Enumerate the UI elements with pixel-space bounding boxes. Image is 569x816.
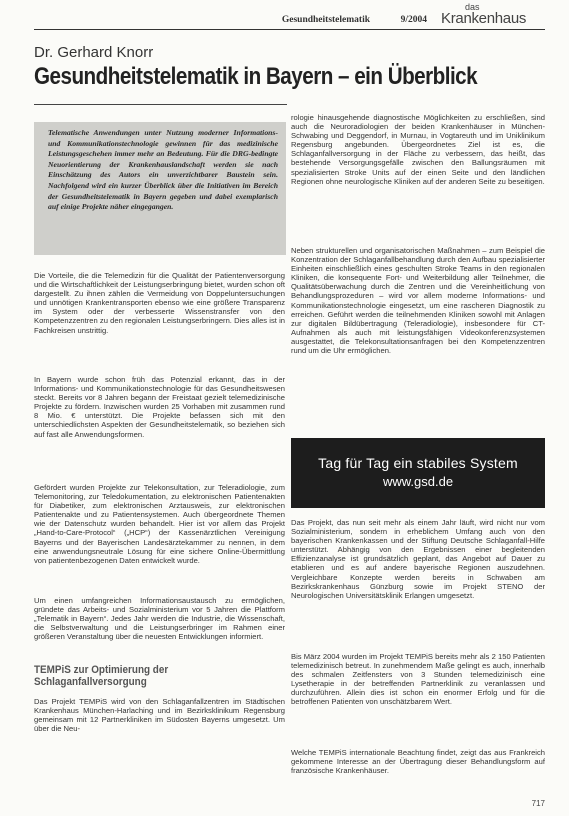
journal-logo: [441, 2, 545, 28]
header-issue-number: 9/2004: [400, 15, 427, 25]
article-title: Gesundheitstelematik in Bayern – ein Überblick: [34, 63, 478, 90]
body-paragraph-7: Neben strukturellen und organisatorischen Maßnahmen – zum Beispiel die Konzentration der Schlaganfallbehandlung durch den Aufbau spezialisierter Einheiten einschließlich eines geschulten Stroke Teams in den regionalen Kliniken, die konsequente Fort- und Weiterbildung aller Teilnehmer, die Qualitätsüberwachung durch die Zentren und die Vereinheitlichung von Behandlungsprozeduren – wird vor allem moderne Informations- und Kommunikationstechnologie eingesetzt, um eine rascheren Diagnostik zu erreichen. Geführt werden die teilnehmenden Kliniken sowohl mit Anlagen zur digitalen Bildübertragung (Teleradiologie), insbesondere für CT-Aufnahmen als auch mit leistungsfähigen Videokonferenzsystemen ausgestattet, die Telekonsultationsanfragen bei den Kompetenzzentren rund um die Uhr ermöglichen.: [291, 246, 545, 356]
body-paragraph-1: Die Vorteile, die die Telemedizin für die Qualität der Patientenversorgung und die Wirtschaftlichkeit der Leistungserbringung bietet, wurden schon oft dargestellt. Zu ihnen zählen die Vermeidung von Doppeluntersuchungen und unnötigen Krankentransporten ebenso wie eine größere Transparenz im System oder der verbesserte Wissenstransfer von den Kompetenzzentren zu den regionalen Leistungserbringern. Dies alles ist in Fachkreisen unstrittig.: [34, 271, 285, 335]
header-divider: [34, 29, 545, 30]
logo-das: das: [465, 2, 480, 12]
abstract-text: Telematische Anwendungen unter Nutzung moderner Informations- und Kommunikationstechnologie gewinnen für das medizinische Leistungsgeschehen immer mehr an Bedeutung. Für die DRG-bedingte Neuorientierung der Krankenhauslandschaft werden sie nach Einschätzung des Autors ein unverzichtbarer Baustein sein. Nachfolgend wird ein kurzer Überblick über die Initiativen im Bereich der Gesundheitstelematik in Bayern gegeben und dabei exemplarisch auf einige Projekte näher eingegangen.: [48, 128, 278, 212]
ad-url: www.gsd.de: [382, 474, 454, 489]
section-heading: TEMPiS zur Optimierung der Schlaganfallversorgung: [34, 664, 169, 688]
logo-krankenhaus: Krankenhaus: [441, 10, 527, 27]
advertisement-banner[interactable]: [291, 438, 545, 508]
abstract-box: [34, 122, 286, 255]
body-paragraph-4: Um einen umfangreichen Informationsaustausch zu ermöglichen, gründete das Arbeits- und Sozialministerium vor 5 Jahren die Plattform „Telematik in Bayern“. Jedes Jahr werden die Industrie, die Wissenschaft, die Selbstverwaltung und die Leistungserbringer im Rahmen einer größeren Veranstaltung über die neuesten Entwicklungen informiert.: [34, 596, 285, 642]
body-paragraph-8: Das Projekt, das nun seit mehr als einem Jahr läuft, wird nicht nur vom Sozialministerium, sondern in erheblichem Umfang auch von den bayerischen Krankenkassen und der Stiftung Deutsche Schlaganfall-Hilfe unterstützt. Abhängig von den Ergebnissen einer begleitenden Effizienzanalyse ist grundsätzlich geplant, das Angebot auf Dauer zu etablieren und es auf andere bayerische Regionen auszudehnen. Vergleichbare Konzepte werden bereits in Schwaben am Bezirkskrankenhaus Günzburg sowie im Projekt STENO der Neurologischen Universitätsklinik Erlangen umgesetzt.: [291, 518, 545, 600]
title-divider: [34, 104, 287, 105]
ad-slogan: Tag für Tag ein stabiles System: [318, 455, 518, 471]
header-section-title: Gesundheitstelematik: [281, 15, 370, 25]
body-paragraph-10: Welche TEMPiS internationale Beachtung findet, zeigt das aus Frankreich gekommene Interesse an der Übertragung dieser Behandlungsform auf französische Krankenhäuser.: [291, 748, 545, 776]
body-paragraph-9: Bis März 2004 wurden im Projekt TEMPiS bereits mehr als 2 150 Patienten telemedizinisch betreut. In zunehmendem Maße gelingt es auch, innerhalb des schmalen Zeitfensters von 3 Stunden telemedizinisch eine Lysetherapie in der betreffenden Partnerklinik zu veranlassen und durchzuführen. Allein dies ist schon ein enormer Erfolg und für die betroffenen Patienten von unschätzbarem Wert.: [291, 652, 545, 707]
article-author: Dr. Gerhard Knorr: [34, 44, 154, 61]
body-paragraph-5: Das Projekt TEMPiS wird von den Schlaganfallzentren im Städtischen Krankenhaus München-Harlaching und im Bezirksklinikum Regensburg gemeinsam mit 12 Partnerkliniken im Südosten Bayerns umgesetzt. Um über die Neu-: [34, 697, 285, 734]
body-paragraph-6: rologie hinausgehende diagnostische Möglichkeiten zu erschließen, sind auch die Neuroradiologien der beiden Krankenhäuser in München-Schwabing und Deggendorf, in Murnau, in Vogtareuth und im Uniklinikum Regensburg angebunden. Übergeordnetes Ziel ist es, die Schlaganfallversorgung in der Fläche zu verbessern, das heißt, das bestehende Versorgungsgefälle zwischen den Ballungsräumen mit spezialisierten Stroke Units auf der einen Seite und den ländlichen Regionen ohne neurologische Kliniken auf der anderen Seite zu beseitigen.: [291, 113, 545, 186]
page-header: [34, 2, 545, 28]
page-number: 717: [531, 799, 545, 808]
body-paragraph-2: In Bayern wurde schon früh das Potenzial erkannt, das in der Informations- und Kommunikationstechnologie für das Gesundheitswesen steckt. Bereits vor 8 Jahren begann der Freistaat gezielt telemedizinische Projekte zu fördern. Inzwischen wurden 25 Vorhaben mit zusammen rund 8 Mio. € unterstützt. Die Projekte befassen sich mit den unterschiedlichsten Aspekten der Gesundheitstelematik, so beziehen sich auf fast alle Anwendungsformen.: [34, 375, 285, 439]
body-paragraph-3: Gefördert wurden Projekte zur Telekonsultation, zur Teleradiologie, zum Telemonitoring, zur Teledokumentation, zu elektronischen Patientenakten für Diabetiker, zum elektronischen Arztausweis, zur elektronischen Patientenakte und zu Patientensystemen. Auch übergeordnete Themen wie der Datenschutz wurden behandelt. Hier ist vor allem das Projekt „Hand-to-Care-Protocol“ („HCP“) der Kassenärztlichen Vereinigung Bayerns und der Bayerischen Landesärztekammer zu nennen, in dem eine anwendungsneutrale Lösung für eine sichere Online-Übermittlung von patientenbezogenen Daten entwickelt wurde.: [34, 483, 285, 565]
